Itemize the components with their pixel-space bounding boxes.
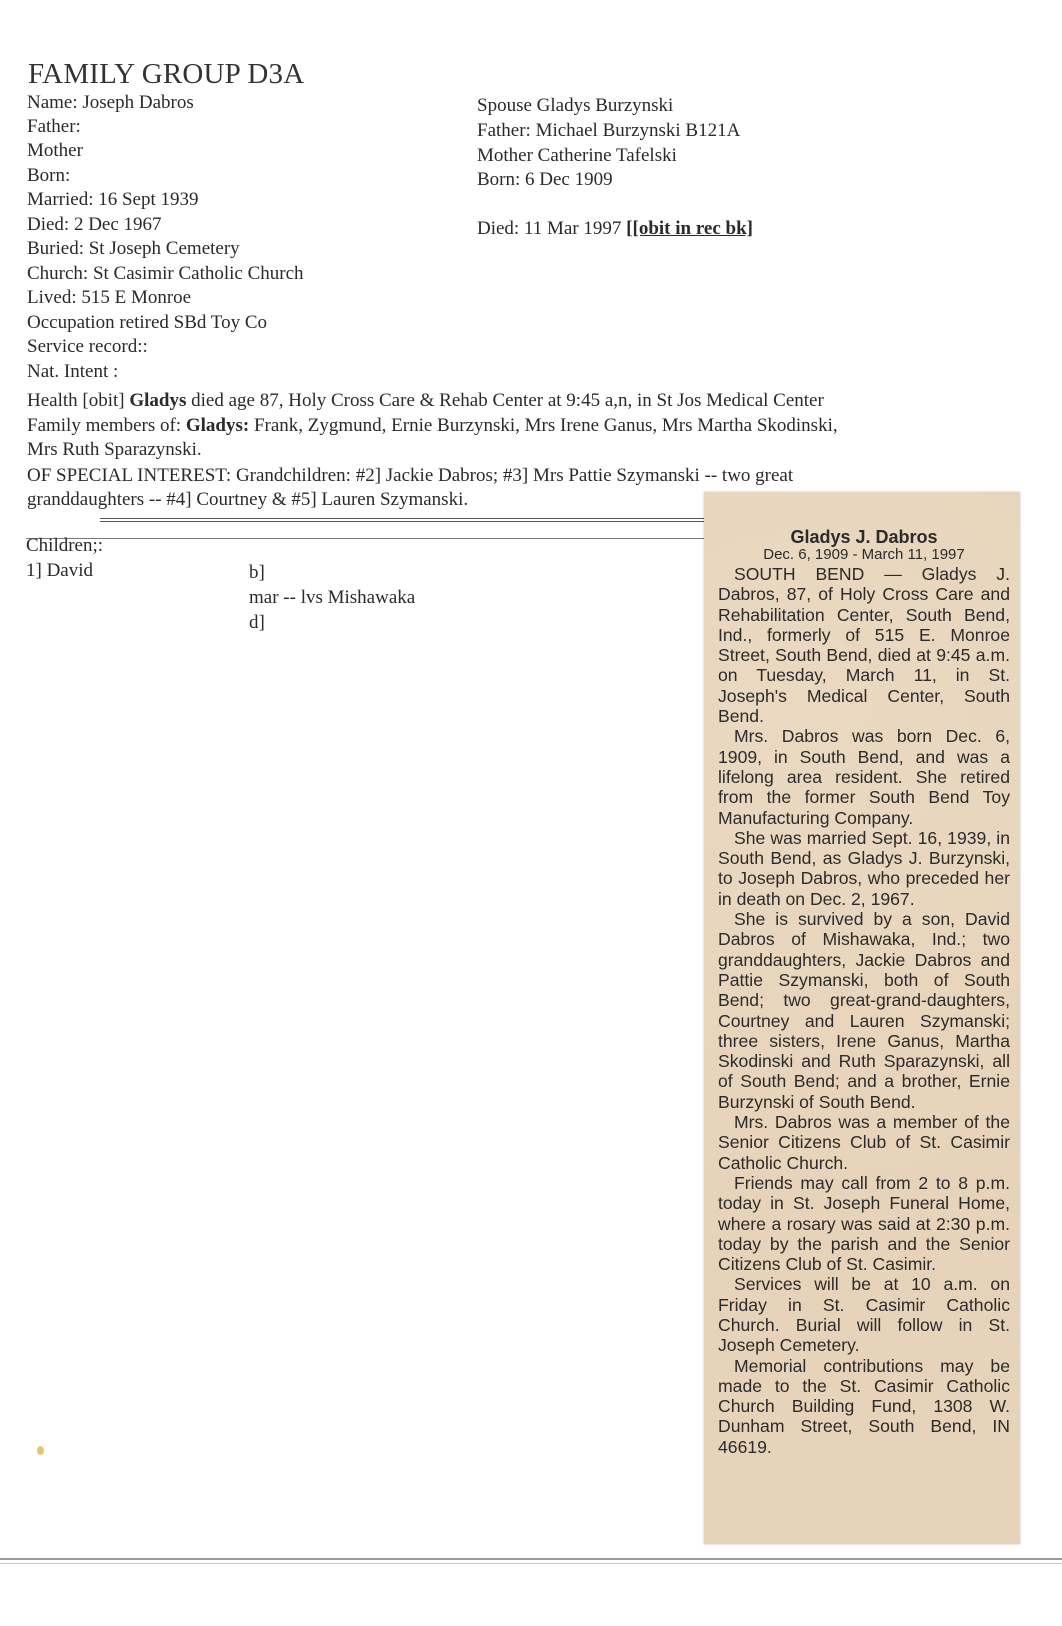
health-name: Gladys — [129, 390, 187, 411]
obituary-paragraph: Memorial contributions may be made to the St. Casimir Catholic Church Building Fund, 1308 W. Dunham Street, South Bend, IN 46619. — [718, 1355, 1010, 1457]
field-died: Died: 2 Dec 1967 — [27, 214, 162, 235]
field-lived: Lived: 515 E Monroe — [27, 287, 192, 308]
field-name: Name: Joseph Dabros — [27, 92, 194, 113]
divider — [26, 538, 708, 539]
field-service: Service record:: — [27, 336, 148, 357]
field-nat-intent: Nat. Intent : — [27, 361, 119, 382]
family-text: Frank, Zygmund, Ernie Burzynski, Mrs Irene Ganus, Mrs Martha Skodinski, — [249, 415, 838, 436]
family-prefix: Family members of: — [27, 415, 186, 436]
field-mother: Mother — [27, 140, 83, 161]
spouse-mother: Mother Catherine Tafelski — [477, 145, 677, 166]
child-d: d] — [249, 612, 265, 633]
obituary-dates: Dec. 6, 1909 - March 11, 1997 — [763, 546, 965, 563]
spouse-died — [477, 219, 753, 238]
obituary-paragraph: Mrs. Dabros was a member of the Senior Citizens Club of St. Casimir Catholic Church. — [718, 1112, 1010, 1173]
child-1: 1] David — [26, 560, 94, 581]
bottom-edge-line-2 — [0, 1563, 1062, 1564]
spouse-born: Born: 6 Dec 1909 — [477, 169, 613, 190]
field-father: Father: — [27, 116, 81, 137]
field-married: Married: 16 Sept 1939 — [27, 189, 199, 210]
double-divider — [100, 518, 708, 522]
family-line-2: Mrs Ruth Sparazynski. — [27, 439, 202, 460]
stain-mark — [37, 1446, 44, 1455]
obituary-clipping — [704, 492, 1020, 1544]
child-residence: mar -- lvs Mishawaka — [249, 587, 416, 608]
health-text: died age 87, Holy Cross Care & Rehab Center at 9:45 a,n, in St Jos Medical Center — [186, 390, 824, 411]
family-line — [27, 416, 838, 435]
obituary-paragraph: SOUTH BEND — Gladys J. Dabros, 87, of Holy Cross Care and Rehabilitation Center, South Bend, Ind., formerly of 515 E. Monroe Street, South Bend, died at 9:45 a.m. on Tuesday, March 11, in St. Joseph's Medical Center, South Bend. — [718, 564, 1010, 727]
family-name: Gladys: — [185, 415, 250, 436]
page-title: FAMILY GROUP D3A — [28, 58, 305, 90]
field-church: Church: St Casimir Catholic Church — [27, 263, 304, 284]
spouse-name: Spouse Gladys Burzynski — [477, 95, 674, 116]
obit-link[interactable]: [[obit in rec bk] — [626, 218, 754, 239]
health-prefix: Health [obit] — [27, 390, 130, 411]
field-buried: Buried: St Joseph Cemetery — [27, 238, 240, 259]
obituary-body — [718, 528, 1010, 1457]
obituary-name: Gladys J. Dabros — [790, 527, 938, 547]
children-heading: Children;: — [26, 535, 104, 556]
bottom-edge-line — [0, 1558, 1062, 1560]
spouse-father: Father: Michael Burzynski B121A — [477, 120, 741, 141]
child-b: b] — [249, 562, 265, 583]
special-interest-line-1: OF SPECIAL INTEREST: Grandchildren: #2] Jackie Dabros; #3] Mrs Pattie Szymanski -- two great — [27, 465, 794, 486]
health-line — [27, 391, 824, 410]
spouse-died-label: Died: 11 Mar 1997 — [477, 218, 627, 239]
obituary-paragraph: Friends may call from 2 to 8 p.m. today in St. Joseph Funeral Home, where a rosary was said at 2:30 p.m. today by the parish and the Senior Citizens Club of St. Casimir. — [718, 1172, 1010, 1275]
field-occupation: Occupation retired SBd Toy Co — [27, 312, 268, 333]
field-born: Born: — [27, 165, 71, 186]
obituary-paragraph: She is survived by a son, David Dabros of Mishawaka, Ind.; two granddaughters, Jackie Dabros and Pattie Szymanski, both of South Bend; two great-grand-daughters, Courtney and Lauren Szymanski; three sisters, Irene Ganus, Martha Skodinski and Ruth Sparazynski, all of South Bend; and a brother, Ernie Burzynski of South Bend. — [718, 909, 1010, 1112]
obituary-paragraph: Services will be at 10 a.m. on Friday in St. Casimir Catholic Church. Burial will follow in St. Joseph Cemetery. — [718, 1274, 1010, 1356]
obituary-paragraph: She was married Sept. 16, 1939, in South Bend, as Gladys J. Burzynski, to Joseph Dabros, who preceded her in death on Dec. 2, 1967. — [718, 827, 1010, 909]
special-interest-line-2: granddaughters -- #4] Courtney & #5] Lauren Szymanski. — [27, 489, 469, 510]
obituary-paragraph: Mrs. Dabros was born Dec. 6, 1909, in South Bend, and was a lifelong area resident. She retired from the former South Bend Toy Manufacturing Company. — [718, 726, 1010, 828]
